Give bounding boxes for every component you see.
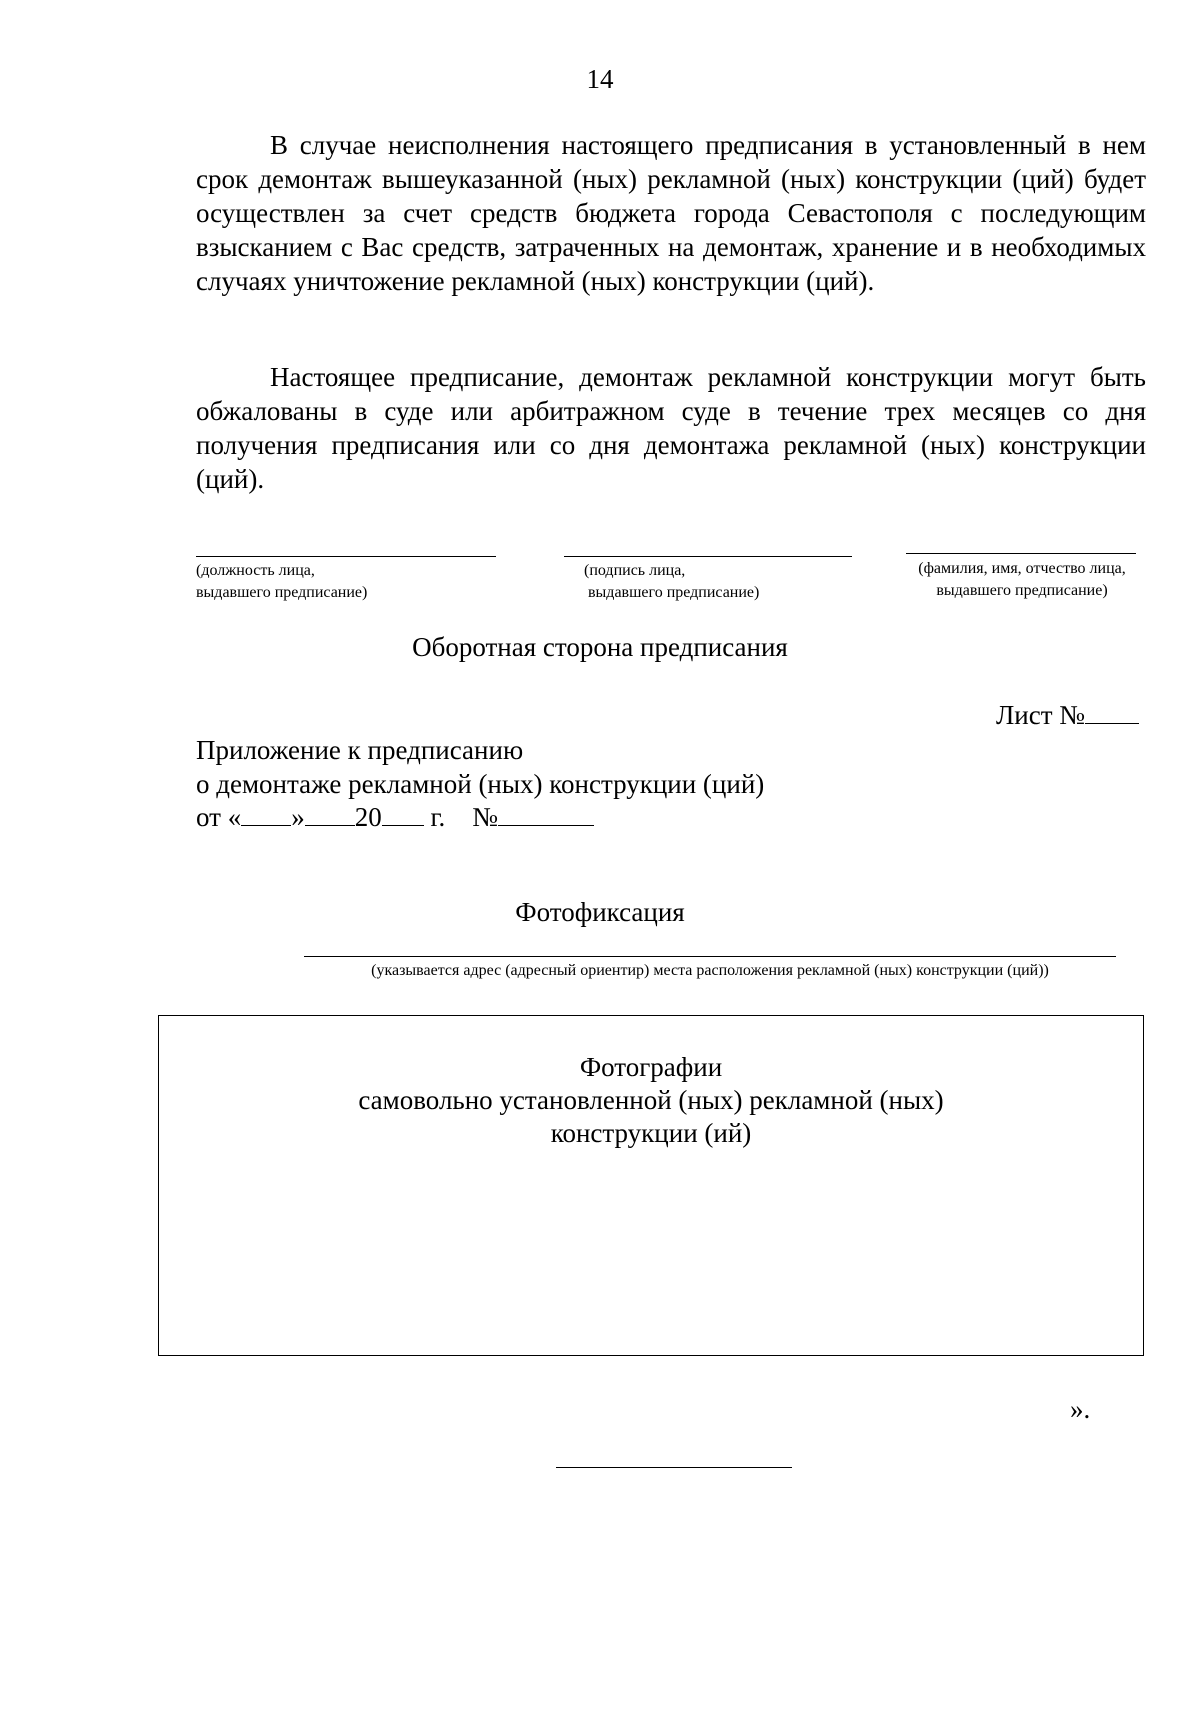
end-separator-line (556, 1467, 792, 1468)
date-prefix: от « (196, 802, 242, 832)
photo-box-line3: конструкции (ий) (550, 1118, 752, 1148)
signature-caption-line1: (подпись лица, (584, 562, 686, 579)
name-signature-line (906, 553, 1136, 554)
paragraph-appeal (196, 360, 1146, 496)
appendix-line1: Приложение к предписанию (196, 735, 524, 765)
number-blank (498, 801, 594, 826)
number-label: № (472, 802, 498, 832)
page-number: 14 (586, 64, 614, 94)
sheet-number (996, 698, 1139, 732)
appendix-line2: о демонтаже рекламной (ных) конструкции (ций) (196, 769, 765, 799)
paragraph-demolition-costs-text: В случае неисполнения настоящего предписания в установленный в нем срок демонтаж вышеуказанной (ных) рекламной (ных) конструкции (ций) будет осуществлен за счет средств бюджета города Севастополя с последующим взысканием с Вас средств, затраченных на демонтаж, хранение и в необходимых случаях уничтожение рекламной (ных) конструкции (ций). (196, 130, 1146, 296)
signature-line (564, 556, 852, 557)
month-blank (305, 801, 355, 826)
photo-box-line1: Фотографии (579, 1052, 723, 1082)
sheet-label: Лист № (996, 700, 1086, 730)
photo-box-text (159, 1051, 1143, 1150)
photo-box (158, 1015, 1144, 1356)
photo-box-line2: самовольно установленной (ных) рекламной (ных) (358, 1085, 944, 1115)
position-caption-line1: (должность лица, (196, 562, 315, 579)
position-caption-line2: выдавшего предписание) (196, 584, 368, 601)
sheet-number-blank (1085, 699, 1139, 724)
year-suffix: г. (430, 802, 446, 832)
date-mid: » (291, 802, 305, 832)
position-caption (196, 560, 367, 604)
name-caption-line1: (фамилия, имя, отчество лица, (918, 560, 1126, 577)
address-line (304, 956, 1116, 957)
day-blank (241, 801, 291, 826)
name-caption (892, 558, 1152, 602)
year-prefix: 20 (354, 802, 382, 832)
appendix-date-line (196, 800, 594, 834)
closing-quote: ». (1070, 1394, 1091, 1424)
photo-fixation-title: Фотофиксация (515, 897, 685, 927)
address-caption: (указывается адрес (адресный ориентир) места расположения рекламной (ных) конструкции (ций)) (371, 962, 1049, 979)
paragraph-appeal-text: Настоящее предписание, демонтаж рекламной конструкции могут быть обжалованы в суде или арбитражном суде в течение трех месяцев со дня получения предписания или со дня демонтажа рекламной (ных) конструкции (ций). (196, 362, 1146, 494)
paragraph-demolition-costs (196, 128, 1146, 298)
position-signature-line (196, 556, 496, 557)
signature-caption (580, 560, 759, 604)
name-caption-line2: выдавшего предписание) (936, 582, 1108, 599)
reverse-side-title: Оборотная сторона предписания (412, 632, 788, 662)
signature-caption-line2: выдавшего предписание) (588, 584, 760, 601)
year-blank (382, 801, 424, 826)
